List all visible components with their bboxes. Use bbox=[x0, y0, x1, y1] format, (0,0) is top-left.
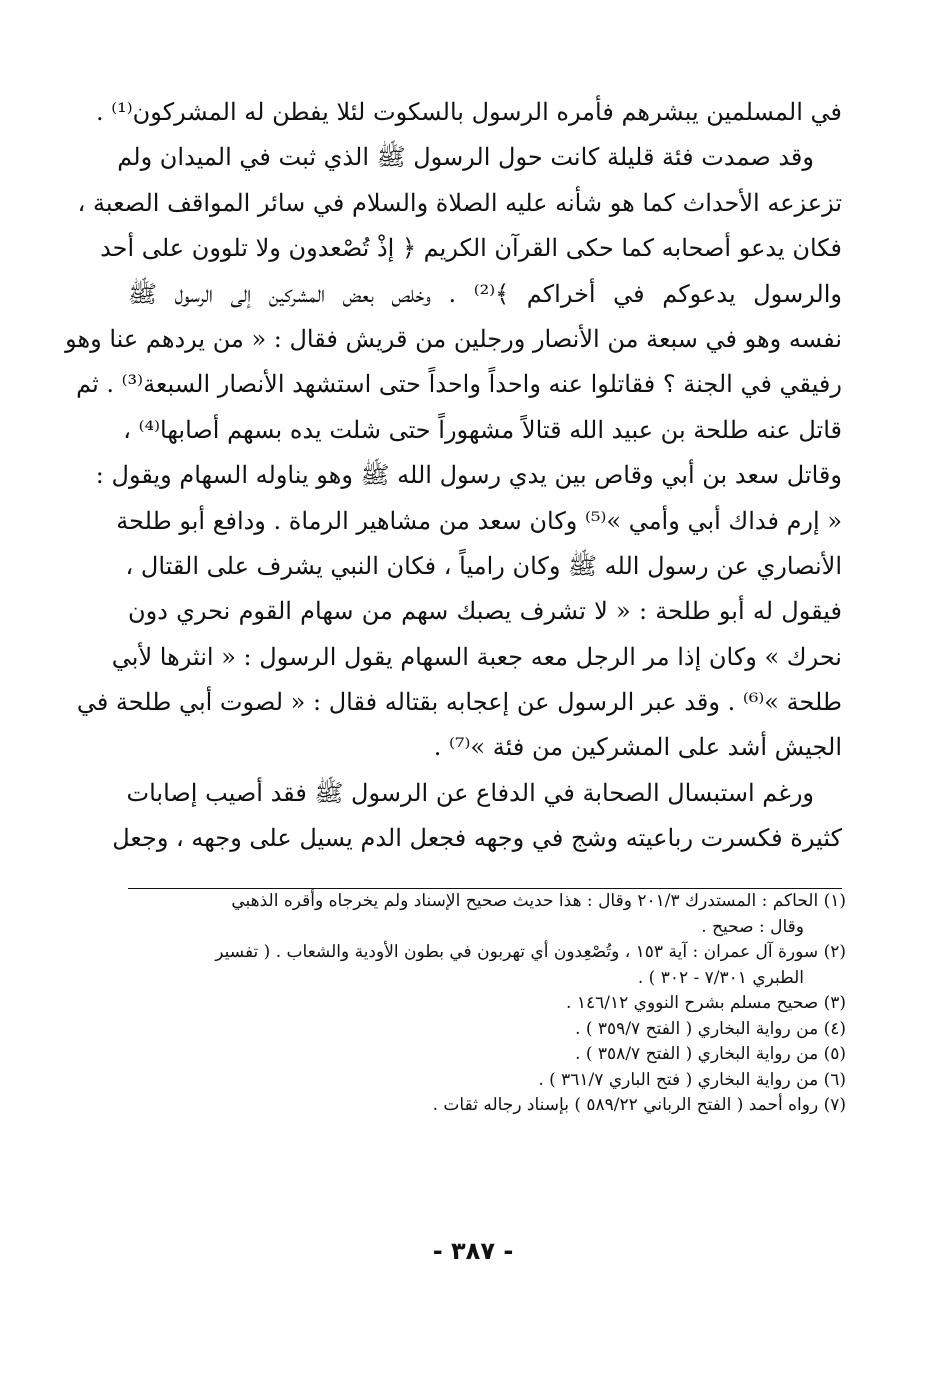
footnote-continuation: الطبري ٧/٣٠١ - ٣٠٢ ) . bbox=[637, 967, 804, 988]
text-line: نحرك » وكان إذا مر الرجل معه جعبة السهام يقول الرسول : « انثرها لأبي bbox=[111, 642, 842, 671]
text-line: الأنصاري عن رسول الله ﷺ وكان رامياً ، فكان النبي يشرف على القتال ، bbox=[125, 551, 842, 580]
footnote: (٢) سورة آل عمران : آية ١٥٣ ، وتُصْعِدون أي تهربون في بطون الأودية والشعاب . ( تفسير bbox=[215, 942, 846, 962]
footnote: (٣) صحيح مسلم بشرح النووي ١٤٦/١٢ . bbox=[566, 993, 846, 1013]
text-line: نفسه وهو في سبعة من الأنصار ورجلين من قريش فقال : « من يردهم عنا وهو bbox=[65, 324, 842, 353]
footnote: (٤) من رواية البخاري ( الفتح ٣٥٩/٧ ) . bbox=[575, 1018, 846, 1039]
text-line: الجيش أشد على المشركين من فئة »⁽⁷⁾ . bbox=[433, 733, 842, 762]
text-line: « إرم فداك أبي وأمي »⁽⁵⁾ وكان سعد من مشاهير الرماة . ودافع أبو طلحة bbox=[116, 506, 842, 535]
footnote: (٧) رواه أحمد ( الفتح الرباني ٥٨٩/٢٢ ) بإسناد رجاله ثقات . bbox=[432, 1095, 846, 1115]
text-line: فكان يدعو أصحابه كما حكى القرآن الكريم ﴿ إذْ تُصْعدون ولا تلوون على أحد bbox=[100, 234, 842, 263]
text-line: تزعزعه الأحداث كما هو شأنه عليه الصلاة والسلام في سائر المواقف الصعبة ، bbox=[77, 188, 842, 217]
footnotes bbox=[120, 889, 846, 1119]
page-number: - ٣٨٧ - bbox=[432, 1237, 514, 1265]
footnote: (١) الحاكم : المستدرك ٢٠١/٣ وقال : هذا حديث صحيح الإسناد ولم يخرجاه وأقره الذهبي bbox=[231, 891, 846, 911]
footnote: (٥) من رواية البخاري ( الفتح ٣٥٨/٧ ) . bbox=[575, 1044, 846, 1064]
footnote: (٦) من رواية البخاري ( فتح الباري ٣٦١/٧ ) . bbox=[538, 1069, 846, 1090]
text-line: قاتل عنه طلحة بن عبيد الله قتالاً مشهوراً حتى شلت يده بسهم أصابها⁽⁴⁾ ، bbox=[123, 415, 842, 444]
text-line: طلحة »⁽⁶⁾ . وقد عبر الرسول عن إعجابه بقتاله فقال : « لصوت أبي طلحة في bbox=[76, 688, 842, 717]
text-line: وقاتل سعد بن أبي وقاص بين يدي رسول الله ﷺ وهو يناوله السهام ويقول : bbox=[95, 461, 842, 490]
footnote-continuation: وقال : صحيح . bbox=[701, 916, 804, 937]
text-line: والرسول يدعوكم في أخراكم ﴾⁽²⁾ . وخلص بعض المشركين إلى الرسول ﷺ bbox=[128, 279, 842, 308]
main-text bbox=[65, 90, 842, 862]
text-line: في المسلمين يبشرهم فأمره الرسول بالسكوت لئلا يفطن له المشركون⁽¹⁾ . bbox=[96, 98, 842, 126]
text-line: رفيقي في الجنة ؟ فقاتلوا عنه واحداً واحداً حتى استشهد الأنصار السبعة⁽³⁾ . ثم bbox=[76, 370, 842, 399]
text-line: كثيرة فكسرت رباعيته وشج في وجهه فجعل الدم يسيل على وجهه ، وجعل bbox=[112, 824, 842, 853]
text-line: ورغم استبسال الصحابة في الدفاع عن الرسول ﷺ فقد أصيب إصابات bbox=[126, 778, 814, 807]
text-line: وقد صمدت فئة قليلة كانت حول الرسول ﷺ الذي ثبت في الميدان ولم bbox=[117, 143, 814, 172]
text-line: فيقول له أبو طلحة : « لا تشرف يصبك سهم من سهام القوم نحري دون bbox=[128, 597, 842, 626]
